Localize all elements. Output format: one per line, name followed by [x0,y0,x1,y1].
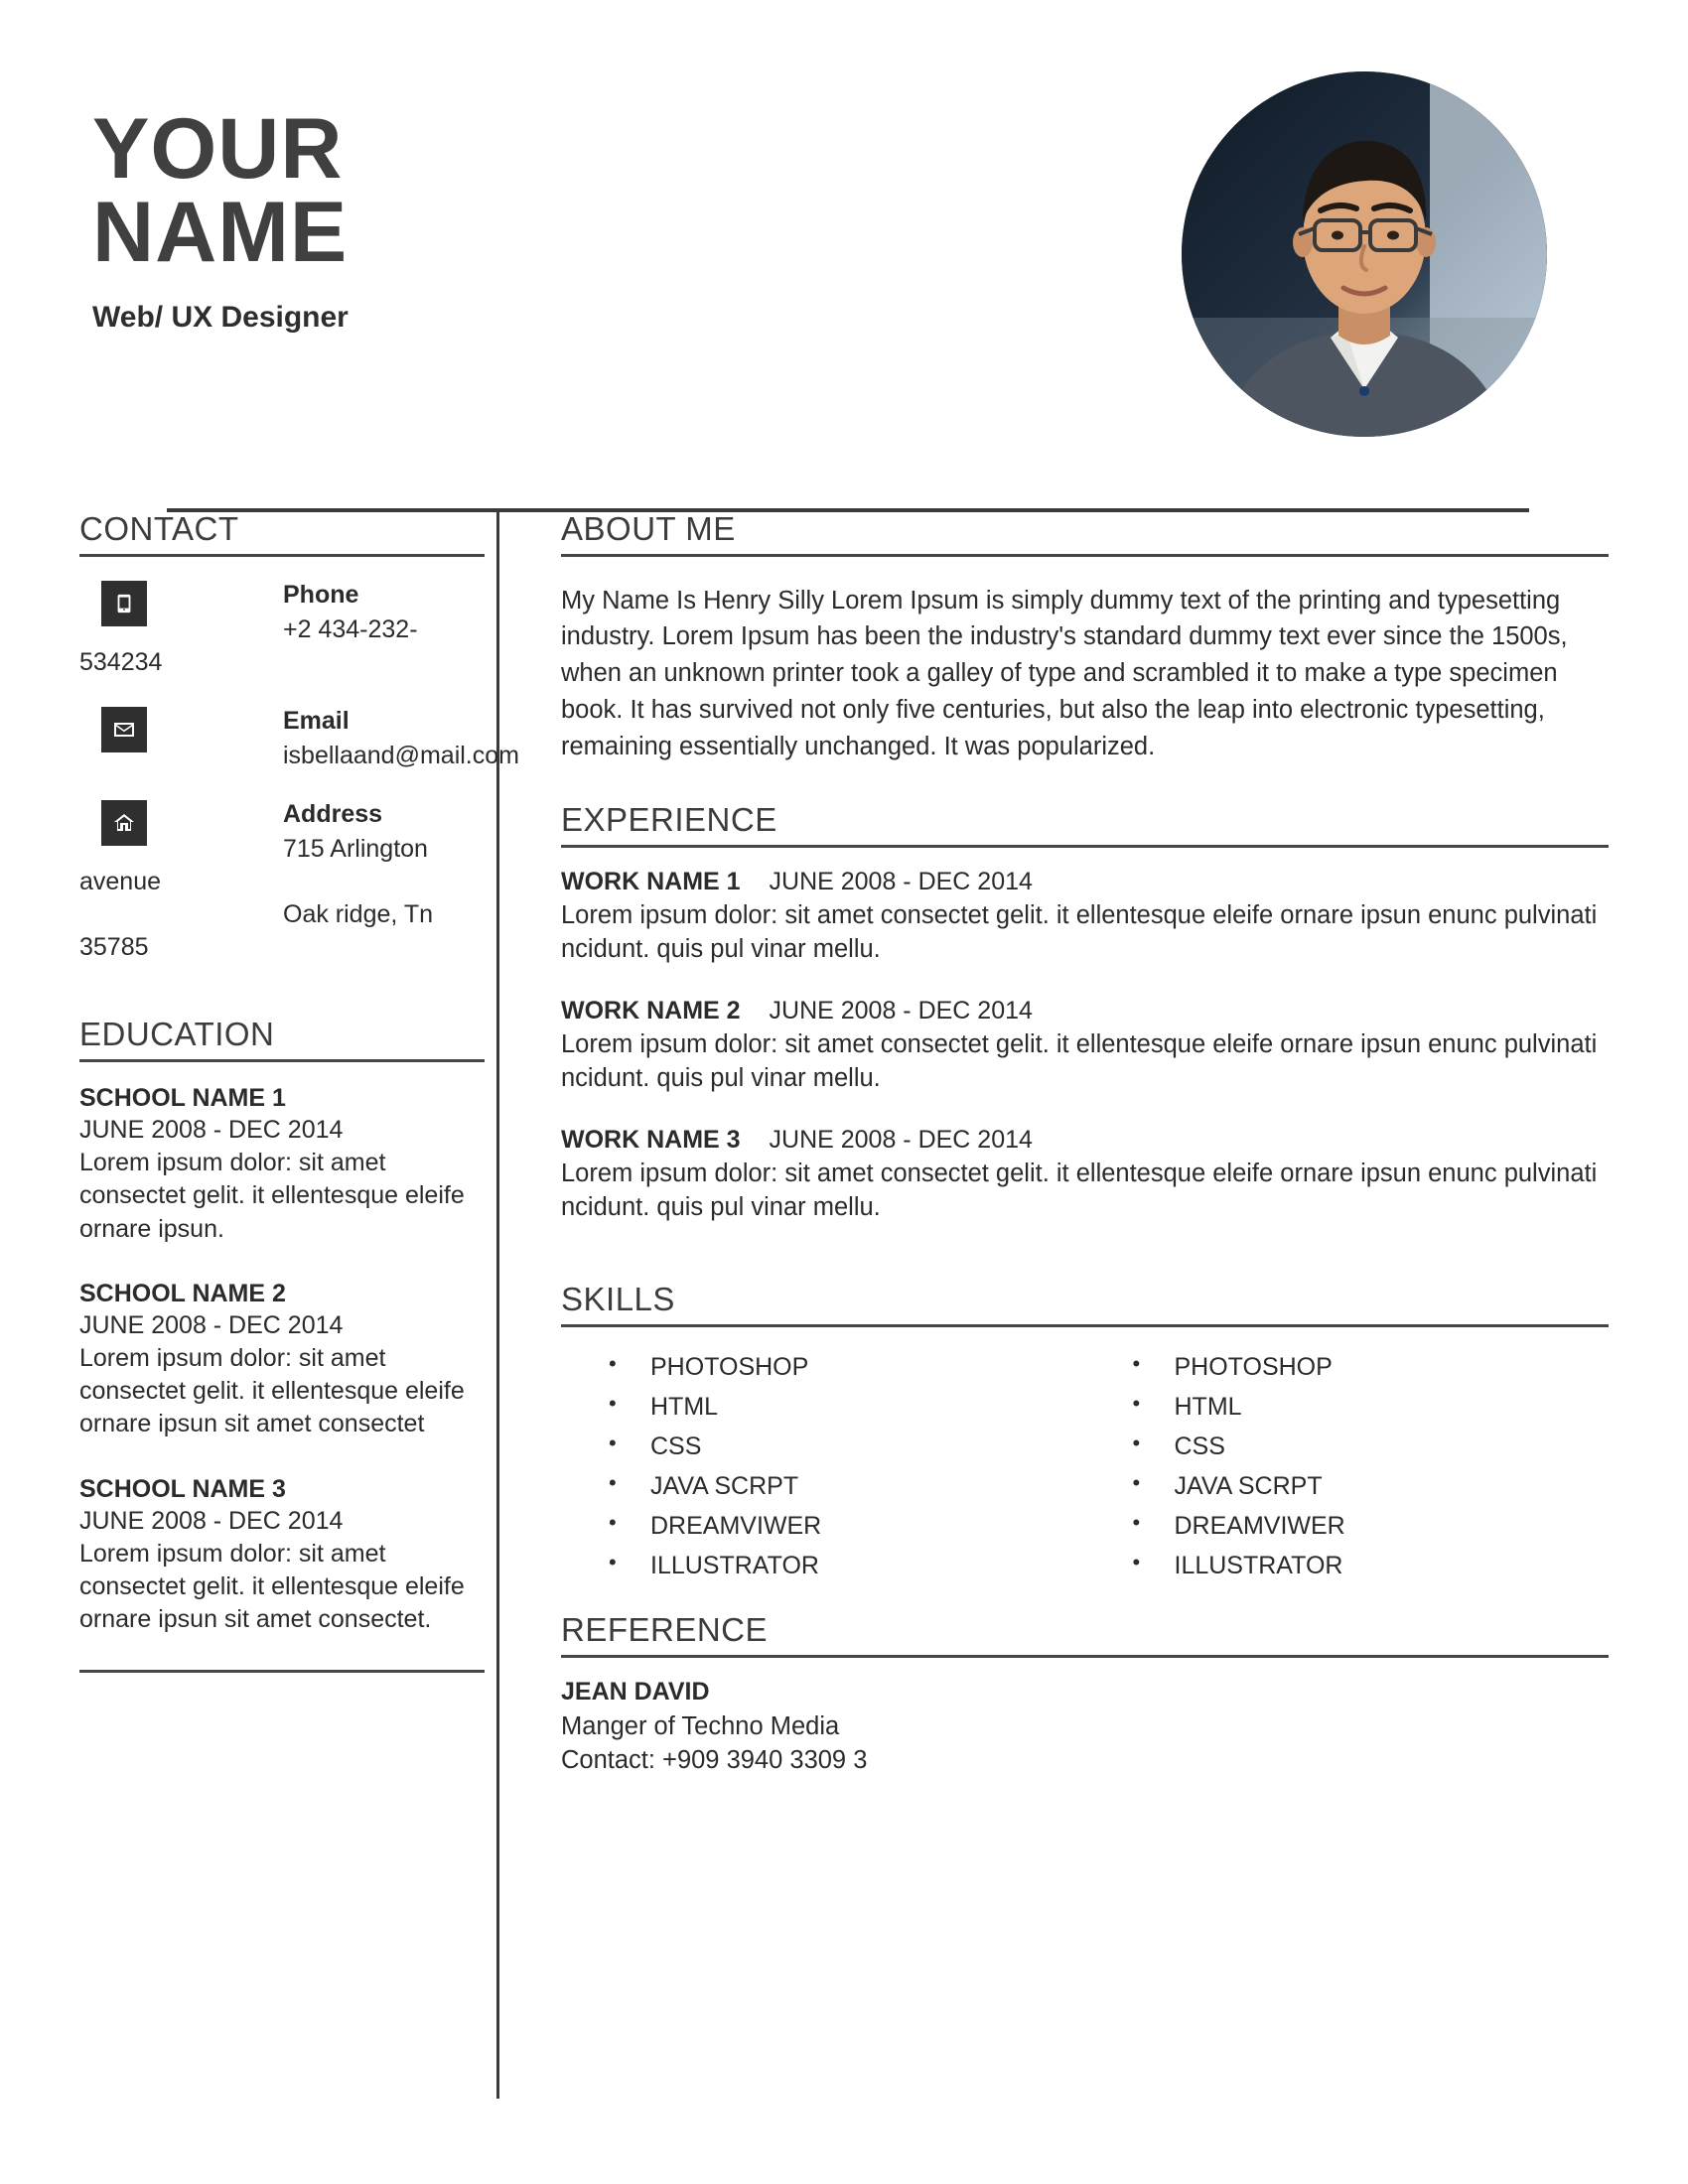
phone-icon [101,581,147,626]
skill-item: • PHOTOSHOP [1175,1347,1610,1387]
resume-header [79,0,1609,467]
skills-column-right [1085,1347,1610,1585]
experience-description: Lorem ipsum dolor: sit amet consectet gelit. it ellentesque eleife ornare ipsun enunc pulvinati ncidunt. quis pul vinar mellu. [561,1159,1598,1221]
school-name: SCHOOL NAME 2 [79,1279,286,1307]
address-icon [101,800,147,846]
experience-heading [561,997,1609,1025]
experience-name: WORK NAME 2 [561,997,741,1025]
reference-section-title: REFERENCE [561,1610,769,1648]
left-column-bottom-rule [79,1670,485,1673]
contact-label: Address [283,800,383,828]
skill-item: • DREAMVIWER [1175,1506,1610,1546]
resume-body [79,467,1609,2099]
school-description: Lorem ipsum dolor: sit amet consectet gelit. it ellentesque eleife ornare ipsun sit amet consectet. [79,1539,465,1633]
reference-item [561,1678,1609,1778]
experience-title-rule [561,845,1609,848]
contact-list [79,579,519,964]
contact-item-email [79,705,519,772]
about-title-rule [561,554,1609,557]
contact-title-rule [79,554,485,557]
education-item [79,1280,477,1441]
experience-date: JUNE 2008 - DEC 2014 [769,868,1033,896]
skill-item: • HTML [1175,1387,1610,1427]
experience-item [561,868,1609,967]
contact-item-address [79,798,477,964]
skill-item: • JAVA SCRPT [1175,1466,1610,1506]
contact-label: Phone [283,581,359,609]
skill-item: • ILLUSTRATOR [650,1546,1085,1585]
school-description: Lorem ipsum dolor: sit amet consectet gelit. it ellentesque eleife ornare ipsun sit amet consectet [79,1343,465,1438]
school-date: JUNE 2008 - DEC 2014 [79,1310,344,1339]
education-item [79,1475,477,1637]
skill-item: • PHOTOSHOP [650,1347,1085,1387]
name-block [92,101,349,335]
experience-item [561,997,1609,1096]
reference-title-rule [561,1655,1609,1658]
skills-column-left [561,1347,1085,1585]
contact-item-phone [79,579,477,679]
reference-name: JEAN DAVID [561,1677,710,1706]
skill-item: • CSS [1175,1427,1610,1466]
school-name: SCHOOL NAME 3 [79,1474,286,1503]
skill-item: • DREAMVIWER [650,1506,1085,1546]
experience-name: WORK NAME 3 [561,1125,741,1154]
last-name: NAME [92,185,349,281]
school-date: JUNE 2008 - DEC 2014 [79,1116,344,1144]
email-icon [101,707,147,752]
experience-date: JUNE 2008 - DEC 2014 [769,997,1033,1025]
contact-value: +2 434-232-534234 [79,615,418,676]
skill-item: • ILLUSTRATOR [1175,1546,1610,1585]
school-name: SCHOOL NAME 1 [79,1084,286,1112]
first-name: YOUR [92,101,344,197]
left-column [79,510,519,2099]
education-title-rule [79,1059,485,1062]
experience-date: JUNE 2008 - DEC 2014 [769,1125,1033,1154]
skill-item: • JAVA SCRPT [650,1466,1085,1506]
experience-description: Lorem ipsum dolor: sit amet consectet gelit. it ellentesque eleife ornare ipsun enunc pulvinati ncidunt. quis pul vinar mellu. [561,1030,1598,1093]
experience-description: Lorem ipsum dolor: sit amet consectet gelit. it ellentesque eleife ornare ipsun enunc pulvinati ncidunt. quis pul vinar mellu. [561,901,1598,964]
avatar [1182,71,1547,437]
job-title: Web/ UX Designer [92,300,349,334]
school-date: JUNE 2008 - DEC 2014 [79,1506,344,1535]
skills-title-rule [561,1324,1609,1327]
experience-heading [561,868,1609,896]
skill-item: • CSS [650,1427,1085,1466]
experience-section-title: EXPERIENCE [561,801,777,839]
contact-label: Email [283,707,350,735]
experience-name: WORK NAME 1 [561,868,741,896]
experience-heading [561,1126,1609,1155]
contact-value: isbellaand@mail.com [283,742,519,769]
school-description: Lorem ipsum dolor: sit amet consectet gelit. it ellentesque eleife ornare ipsun. [79,1149,465,1243]
about-section-title: ABOUT ME [561,510,736,547]
skills-columns [561,1347,1609,1585]
skills-section-title: SKILLS [561,1280,675,1317]
reference-contact: Contact: +909 3940 3309 3 [561,1745,868,1774]
about-text: My Name Is Henry Silly Lorem Ipsum is simply dummy text of the printing and typesetting industry. Lorem Ipsum has been the industry's standard dummy text ever since the 1500s, when an unknown printer took a galley of type and scrambled it to make a type specimen book. It has survived not only five centuries, but also the leap into electronic typesetting, remaining essentially unchanged. It was popularized. [561,586,1568,761]
education-section-title: EDUCATION [79,1016,275,1052]
reference-role: Manger of Techno Media [561,1711,840,1740]
contact-value: 715 Arlington avenue [79,835,428,895]
skill-item: • HTML [650,1387,1085,1427]
education-item [79,1084,477,1246]
contact-section-title: CONTACT [79,510,239,547]
right-column [499,510,1609,2099]
contact-value-secondary: Oak ridge, Tn 35785 [79,900,434,961]
portrait-illustration [1182,71,1547,437]
experience-item [561,1126,1609,1225]
